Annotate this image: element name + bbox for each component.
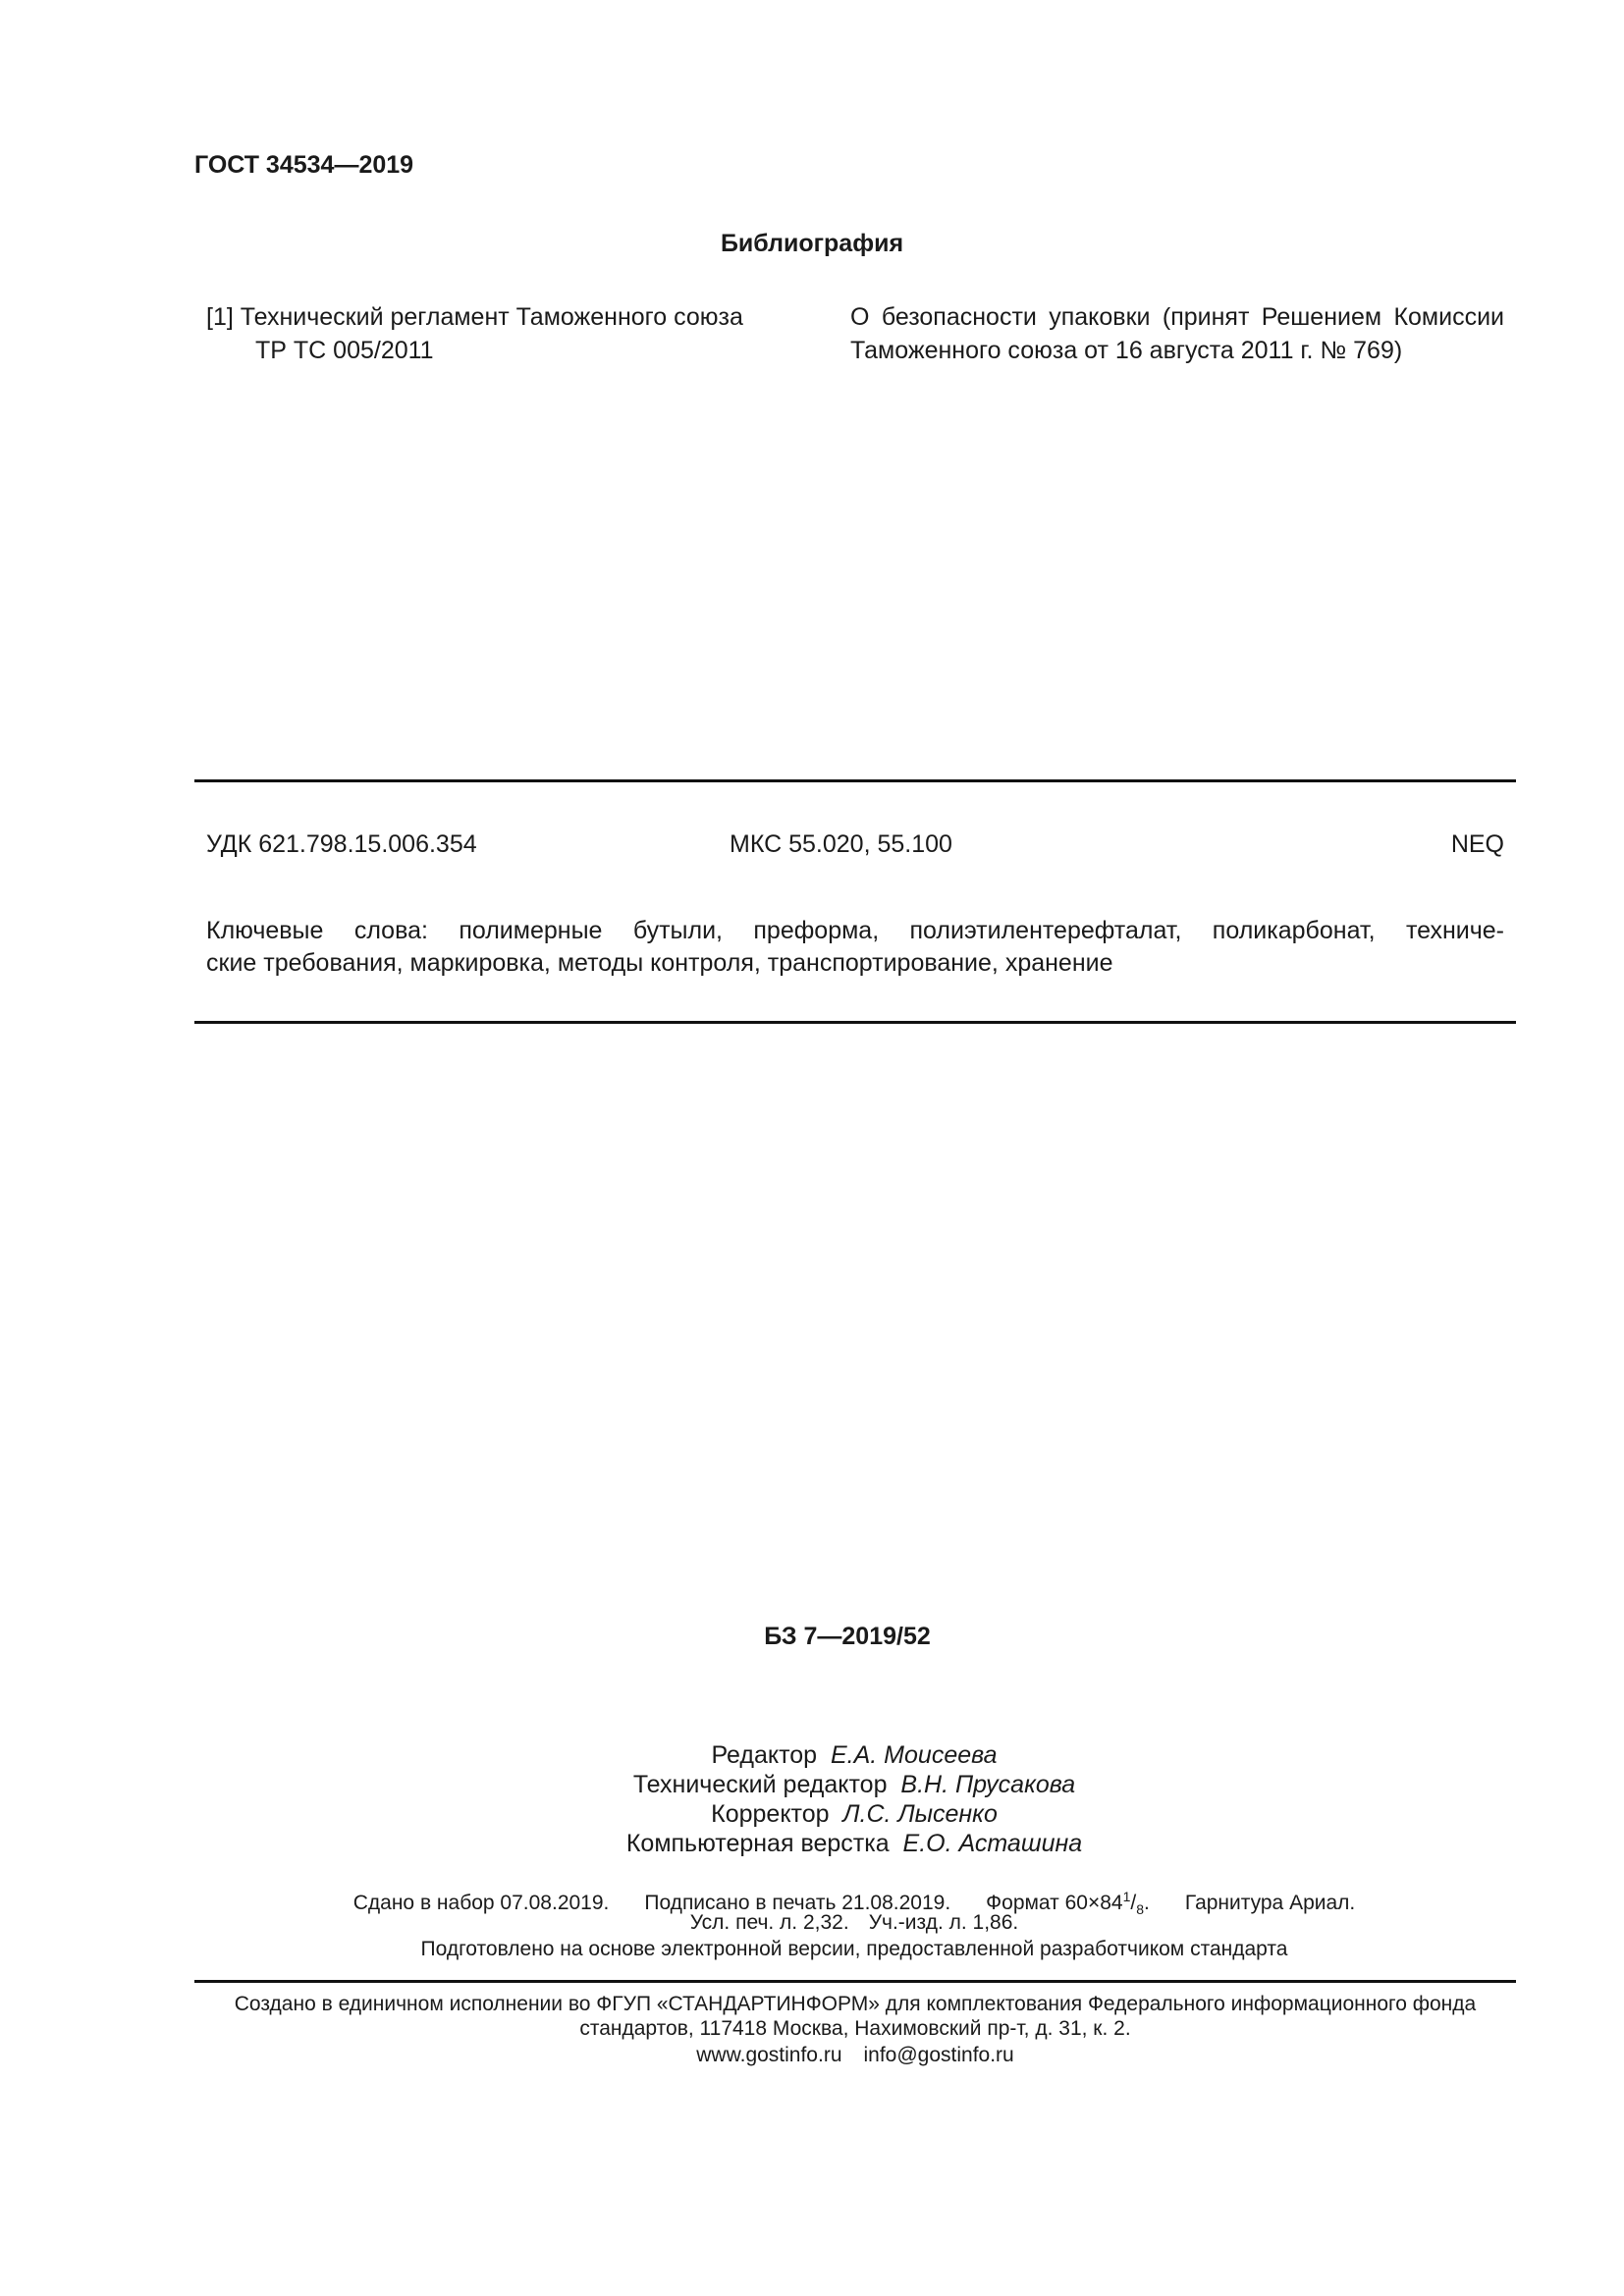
entry-description-line1: О безопасности упаковки (принят Решением Комиссии xyxy=(850,303,1504,331)
website-link[interactable]: www.gostinfo.ru xyxy=(696,2044,842,2066)
entry-name-line1 xyxy=(206,302,743,332)
typeface: Гарнитура Ариал. xyxy=(1184,1892,1356,1914)
divider xyxy=(194,1980,1516,1983)
print-sheets: Усл. печ. л. 2,32. xyxy=(689,1911,849,1934)
entry-name: Технический регламент Таможенного союза xyxy=(240,303,743,331)
staff-name: Л.С. Лысенко xyxy=(842,1800,998,1828)
paper-format: Формат $60\times 84^1/_8$. xyxy=(986,1889,1150,1918)
staff-tech-editor xyxy=(0,1770,1624,1799)
bibliography-title: Библиография xyxy=(720,230,904,257)
submitted-date: Сдано в набор 07.08.2019. xyxy=(352,1892,610,1914)
format-text: Формат 60×84 xyxy=(986,1892,1123,1914)
staff-role: Корректор xyxy=(711,1800,830,1828)
staff-role: Компьютерная верстка xyxy=(625,1830,890,1857)
keywords-line1: Ключевые слова: полимерные бутыли, преформа, полиэтилентерефталат, поликарбонат, техниче- xyxy=(206,917,1504,944)
prepared-note: Подготовлено на основе электронной версии, предоставленной разработчиком стандарта xyxy=(420,1938,1288,1960)
mks-code: МКС 55.020, 55.100 xyxy=(730,830,952,858)
staff-role: Редактор xyxy=(711,1741,818,1769)
keywords-line2: ские требования, маркировка, методы контроля, транспортирование, хранение xyxy=(206,949,1113,977)
bz-number: БЗ 7—2019/52 xyxy=(764,1623,931,1650)
footer-line1: Создано в единичном исполнении во ФГУП «СТАНДАРТИНФОРМ» для комплектования Федерального информационного фонда xyxy=(234,1993,1477,2015)
format-sub: 8 xyxy=(1136,1901,1145,1918)
staff-role: Технический редактор xyxy=(632,1771,888,1798)
footer-line2: стандартов, 117418 Москва, Нахимовский пр-т, д. 31, к. 2. xyxy=(579,2017,1131,2040)
email-link[interactable]: info@gostinfo.ru xyxy=(863,2044,1014,2066)
format-suffix: . xyxy=(1144,1892,1150,1914)
entry-description-line2: Таможенного союза от 16 августа 2011 г. № 769) xyxy=(850,337,1403,364)
footer-contacts xyxy=(0,2043,1624,2068)
udk-code: УДК 621.798.15.006.354 xyxy=(206,830,477,858)
standard-code: ГОСТ 34534—2019 xyxy=(194,151,414,179)
entry-name-line2: ТР ТС 005/2011 xyxy=(255,337,434,364)
format-sup: 1 xyxy=(1122,1889,1131,1904)
staff-name: В.Н. Прусакова xyxy=(900,1771,1076,1798)
staff-name: Е.О. Асташина xyxy=(902,1830,1083,1857)
staff-layout xyxy=(0,1829,1624,1858)
publisher-sheets: Уч.-изд. л. 1,86. xyxy=(868,1911,1019,1934)
divider xyxy=(194,1021,1516,1024)
equivalence-degree: NEQ xyxy=(1450,830,1504,858)
divider xyxy=(194,779,1516,782)
signed-date: Подписано в печать 21.08.2019. xyxy=(644,1892,951,1914)
entry-number: [1] xyxy=(206,303,234,331)
staff-editor xyxy=(0,1740,1624,1770)
staff-name: Е.А. Моисеева xyxy=(831,1741,998,1769)
staff-corrector xyxy=(0,1799,1624,1829)
sheet-counts xyxy=(0,1910,1624,1936)
